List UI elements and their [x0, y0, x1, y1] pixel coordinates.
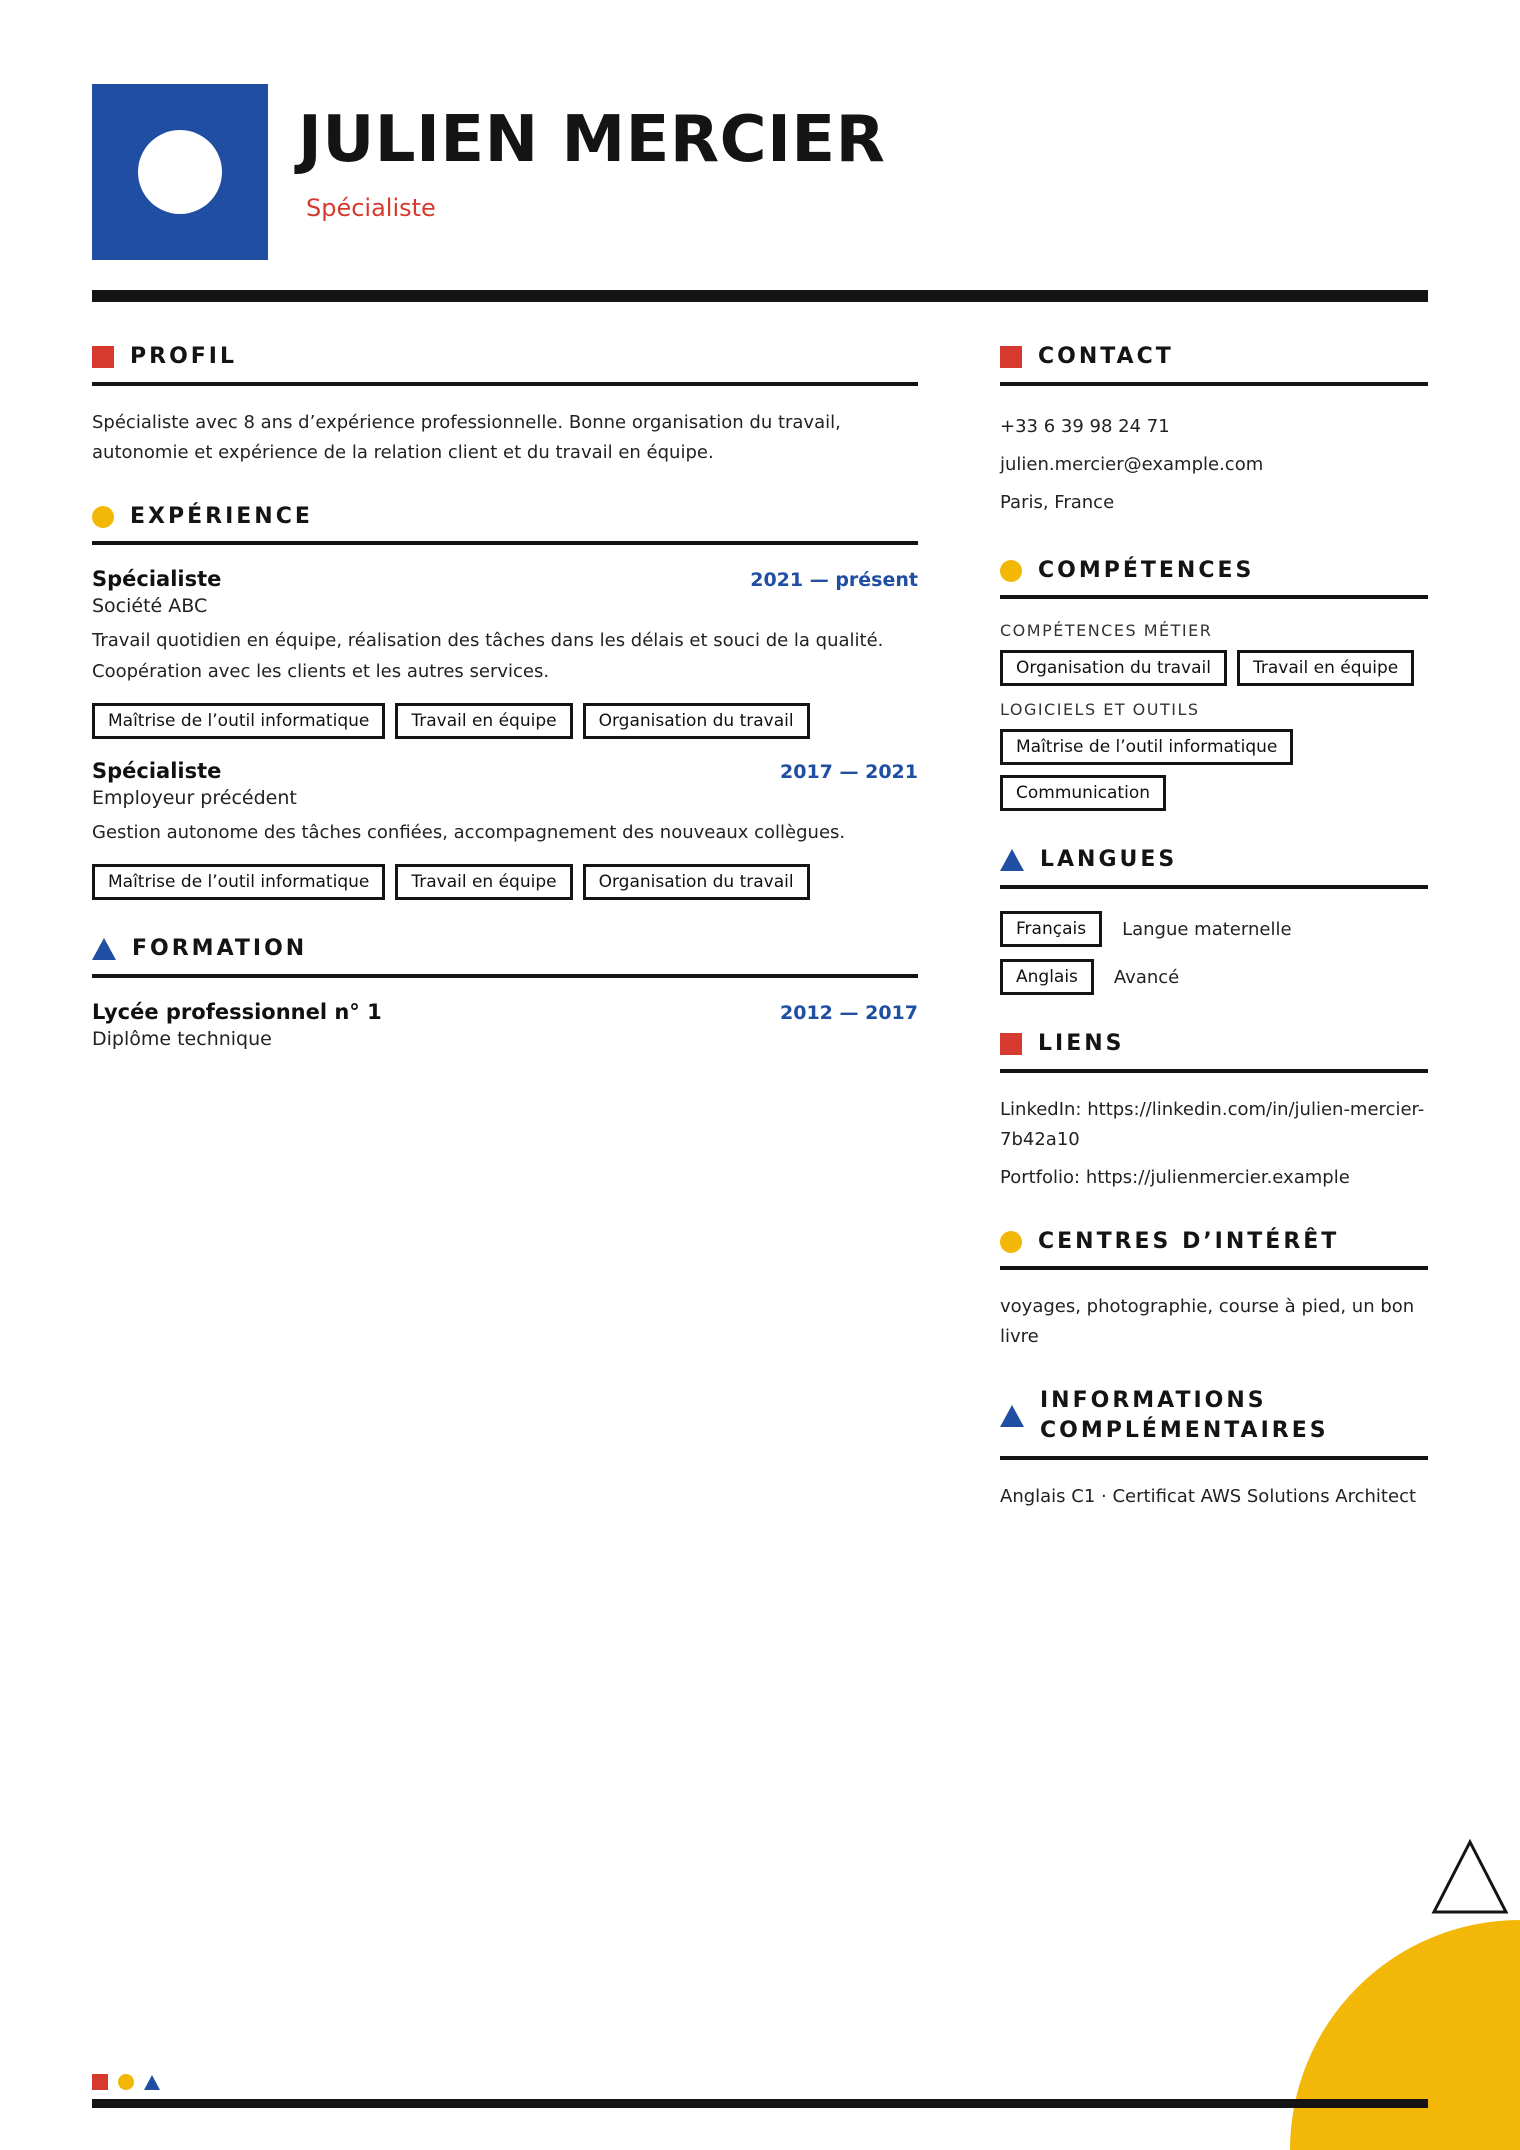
skill-tag: Travail en équipe [395, 703, 572, 739]
skill-tag: Travail en équipe [395, 864, 572, 900]
avatar-circle-icon [138, 130, 222, 214]
education-section [92, 934, 918, 1050]
avatar-block [92, 84, 268, 260]
education-school: Lycée professionnel n° 1 [92, 1000, 382, 1025]
yellow-circle-icon [92, 506, 114, 528]
section-header [1000, 342, 1428, 386]
section-header [92, 342, 918, 386]
skill-tag: Travail en équipe [1237, 650, 1414, 686]
section-title: CENTRES D’INTÉRÊT [1038, 1228, 1340, 1254]
links-section [1000, 1029, 1428, 1193]
job-entry [92, 567, 918, 739]
candidate-title: Spécialiste [306, 194, 436, 222]
skill-tag: Organisation du travail [583, 703, 810, 739]
section-title: FORMATION [132, 936, 308, 962]
blue-triangle-icon [1000, 1405, 1024, 1427]
skills-section [1000, 556, 1428, 812]
skill-tag: Maîtrise de l’outil informatique [92, 864, 385, 900]
language-item [1000, 959, 1428, 995]
contact-phone[interactable]: +33 6 39 98 24 71 [1000, 415, 1170, 437]
sidebar-column [1000, 342, 1428, 1546]
header-divider [92, 290, 1428, 302]
red-square-icon [1000, 346, 1022, 368]
yellow-circle-icon [1000, 560, 1022, 582]
section-header [1000, 1029, 1428, 1073]
section-title: EXPÉRIENCE [130, 503, 313, 529]
languages-section [1000, 845, 1428, 995]
candidate-name: JULIEN MERCIER [298, 103, 886, 177]
interests-text: voyages, photographie, course à pied, un bon livre [1000, 1296, 1415, 1348]
education-dates: 2012 — 2017 [780, 1002, 918, 1025]
education-degree: Diplôme technique [92, 1028, 272, 1051]
job-dates: 2017 — 2021 [780, 761, 918, 784]
skill-tag: Maîtrise de l’outil informatique [92, 703, 385, 739]
blue-triangle-icon [1000, 849, 1024, 871]
section-header [1000, 845, 1428, 889]
skill-tag: Communication [1000, 775, 1166, 811]
yellow-circle-icon [118, 2074, 134, 2090]
skill-tag: Organisation du travail [1000, 650, 1227, 686]
red-square-icon [92, 346, 114, 368]
skill-group-tags [1000, 650, 1428, 686]
blue-triangle-icon [144, 2075, 160, 2090]
job-company: Société ABC [92, 595, 208, 618]
footer-marks [92, 2074, 160, 2090]
footer-divider [92, 2099, 1428, 2108]
portfolio-link[interactable]: Portfolio: https://julienmercier.example [1000, 1166, 1350, 1188]
additional-info-text: Anglais C1 · Certificat AWS Solutions Architect [1000, 1485, 1417, 1507]
section-title: LIENS [1038, 1031, 1125, 1057]
skill-tag: Organisation du travail [583, 864, 810, 900]
job-title: Spécialiste [92, 567, 222, 592]
linkedin-link[interactable]: LinkedIn: https://linkedin.com/in/julien-mercier-7b42a10 [1000, 1098, 1425, 1150]
section-header [92, 934, 918, 978]
red-square-icon [1000, 1033, 1022, 1055]
section-title: CONTACT [1038, 344, 1174, 369]
section-title: INFORMATIONS COMPLÉMENTAIRES [1040, 1388, 1329, 1444]
section-header [1000, 556, 1428, 600]
job-dates: 2021 — présent [750, 569, 918, 592]
job-description: Travail quotidien en équipe, réalisation des tâches dans les délais et souci de la qualité. Coopération avec les clients et les autres services. [92, 630, 884, 683]
education-entry [92, 1000, 918, 1050]
job-company: Employeur précédent [92, 787, 297, 810]
additional-info-section [1000, 1386, 1428, 1511]
contact-email[interactable]: julien.mercier@example.com [1000, 453, 1264, 475]
language-name: Anglais [1000, 959, 1094, 995]
blue-triangle-icon [92, 938, 116, 960]
job-entry [92, 759, 918, 900]
language-level: Avancé [1113, 966, 1180, 988]
job-tags [92, 864, 918, 900]
section-title: COMPÉTENCES [1038, 557, 1255, 583]
skill-tag: Maîtrise de l’outil informatique [1000, 729, 1293, 765]
outline-triangle-icon [1430, 1838, 1510, 1916]
section-header [1000, 1227, 1428, 1271]
skill-group-label: COMPÉTENCES MÉTIER [1000, 621, 1213, 641]
language-name: Français [1000, 911, 1102, 947]
main-column [92, 342, 918, 1084]
section-header [92, 502, 918, 546]
yellow-quarter-circle-decoration [1290, 1920, 1520, 2150]
skill-group-tags [1000, 729, 1428, 811]
interests-section [1000, 1227, 1428, 1353]
profile-text: Spécialiste avec 8 ans d’expérience professionnelle. Bonne organisation du travail, autonomie et expérience de la relation client et du travail en équipe. [92, 411, 841, 463]
language-level: Langue maternelle [1122, 918, 1292, 940]
profile-section [92, 342, 918, 468]
contact-section [1000, 342, 1428, 522]
section-header [1000, 1386, 1428, 1459]
section-title: PROFIL [130, 344, 237, 369]
job-title: Spécialiste [92, 759, 222, 784]
contact-location: Paris, France [1000, 491, 1115, 513]
language-item [1000, 911, 1428, 947]
job-tags [92, 703, 918, 739]
yellow-circle-icon [1000, 1231, 1022, 1253]
skill-group-label: LOGICIELS ET OUTILS [1000, 700, 1200, 720]
section-title: LANGUES [1040, 847, 1178, 873]
red-square-icon [92, 2074, 108, 2090]
experience-section [92, 502, 918, 901]
job-description: Gestion autonome des tâches confiées, accompagnement des nouveaux collègues. [92, 822, 846, 844]
